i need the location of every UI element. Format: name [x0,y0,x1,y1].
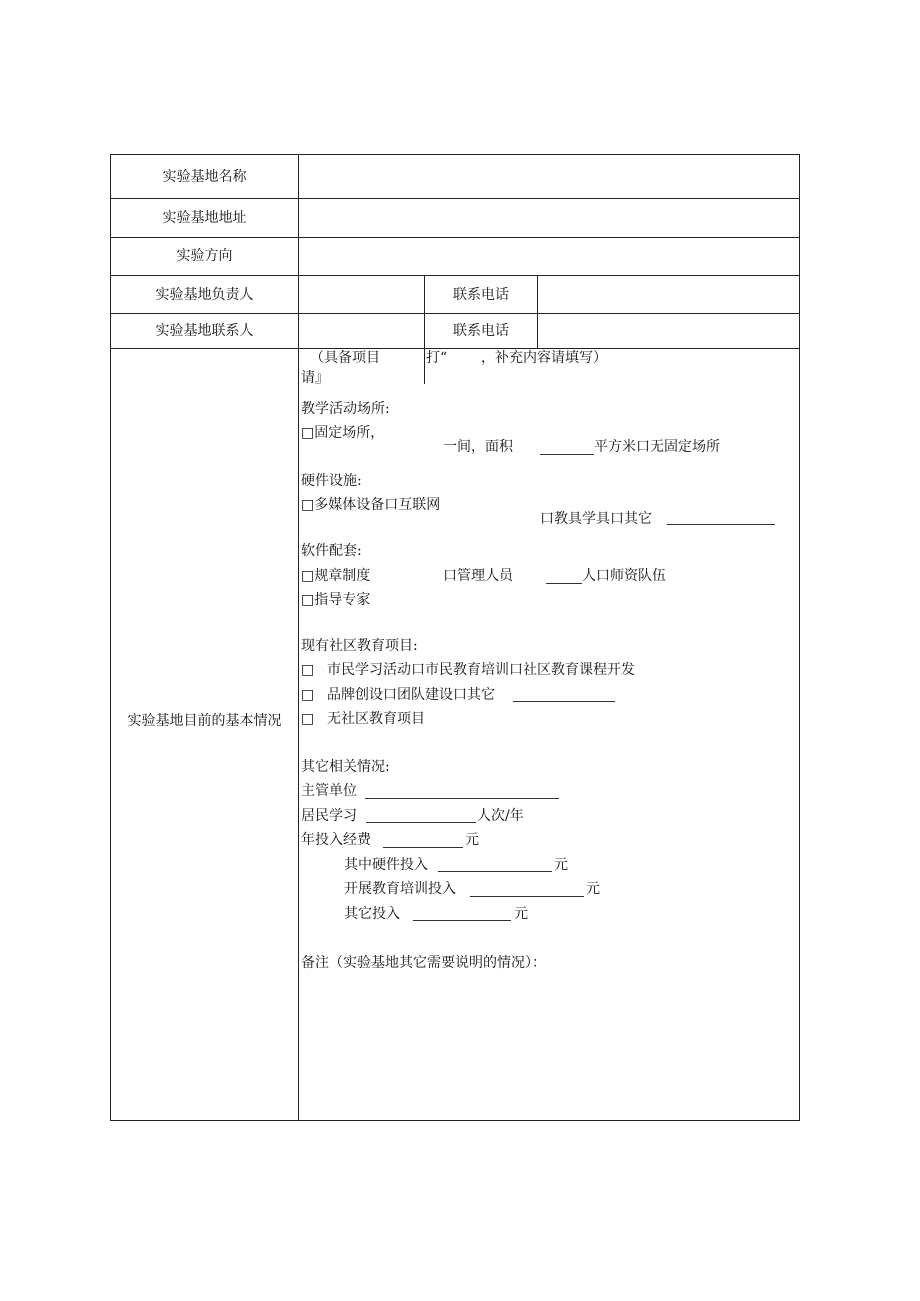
other-heading: 其它相关情况: [301,759,390,775]
funding-unit: 元 [465,832,479,848]
projects-heading: 现有社区教育项目: [301,638,418,654]
hardware-investment-unit: 元 [554,857,568,873]
residents-blank[interactable] [366,822,476,823]
authority-blank[interactable] [365,798,559,799]
hardware-investment-blank[interactable] [438,871,552,872]
training-investment-label: 开展教育培训投入 [344,881,456,897]
checkbox-icon[interactable]: □ [301,711,315,727]
leader-phone-label: 联系电话 [453,287,509,303]
checkbox-icon[interactable]: □ [301,687,315,703]
funding-label: 年投入经费 [301,832,371,848]
row-divider [110,348,800,349]
project-options[interactable]: 品牌创设口团队建设口其它 [327,687,495,703]
other-investment-label: 其它投入 [344,906,400,922]
remarks-area[interactable] [300,978,798,1118]
hardware-other-blank[interactable] [667,524,775,525]
instruction-text: 打“ [426,350,448,366]
residents-unit: 人次/年 [477,808,524,824]
project-options[interactable]: 无社区教育项目 [327,711,425,727]
managers-checkbox[interactable]: 口管理人员 [443,568,513,584]
contact-phone-field[interactable] [538,314,799,348]
project-options[interactable]: 市民学习活动口市民教育培训口社区教育课程开发 [327,662,635,678]
hardware-options[interactable]: 口教具学具口其它 [540,511,652,527]
instruction-divider [424,348,425,384]
contact-label: 实验基地联系人 [155,323,254,339]
teachers-checkbox[interactable]: 人口师资队伍 [582,568,666,584]
instruction-text: ，补充内容请填写） [481,350,607,366]
experts-checkbox[interactable]: □指导专家 [301,592,371,608]
other-investment-blank[interactable] [413,920,511,921]
status-label: 实验基地目前的基本情况 [127,713,282,729]
remarks-label: 备注（实验基地其它需要说明的情况）： [301,955,546,971]
hardware-heading: 硬件设施: [301,473,362,489]
leader-phone-field[interactable] [538,276,799,313]
funding-blank[interactable] [383,847,463,848]
room-area-text: 一间，面积 [443,439,513,455]
base-name-field[interactable] [299,155,799,198]
training-investment-blank[interactable] [470,896,584,897]
leader-field[interactable] [299,276,424,313]
direction-field[interactable] [299,238,799,275]
fixed-venue-checkbox[interactable]: □固定场所， [301,425,385,441]
authority-label: 主管单位 [301,783,357,799]
area-blank[interactable] [540,454,594,455]
managers-count-blank[interactable] [546,583,582,584]
base-name-label: 实验基地名称 [162,169,247,185]
base-address-field[interactable] [299,199,799,237]
base-address-label: 实验基地地址 [162,210,247,226]
project-other-blank[interactable] [513,701,615,702]
instruction-text: 请』 [301,370,329,386]
rules-checkbox[interactable]: □规章制度 [301,568,371,584]
table-border-bottom [110,1120,800,1121]
other-investment-unit: 元 [514,906,528,922]
training-investment-unit: 元 [586,881,600,897]
instruction-text: （具备项目 [310,350,380,366]
checkbox-icon[interactable]: □ [301,662,315,678]
contact-phone-label: 联系电话 [453,323,509,339]
venue-heading: 教学活动场所: [301,401,390,417]
residents-label: 居民学习 [301,808,357,824]
table-border-right [799,154,800,1121]
hardware-investment-label: 其中硬件投入 [344,857,428,873]
contact-field[interactable] [299,314,424,348]
leader-label: 实验基地负责人 [155,287,254,303]
hardware-options[interactable]: □多媒体设备口互联网 [301,497,441,513]
area-unit-text: 平方米口无固定场所 [594,439,720,455]
software-heading: 软件配套: [301,543,362,559]
direction-label: 实验方向 [176,248,233,264]
